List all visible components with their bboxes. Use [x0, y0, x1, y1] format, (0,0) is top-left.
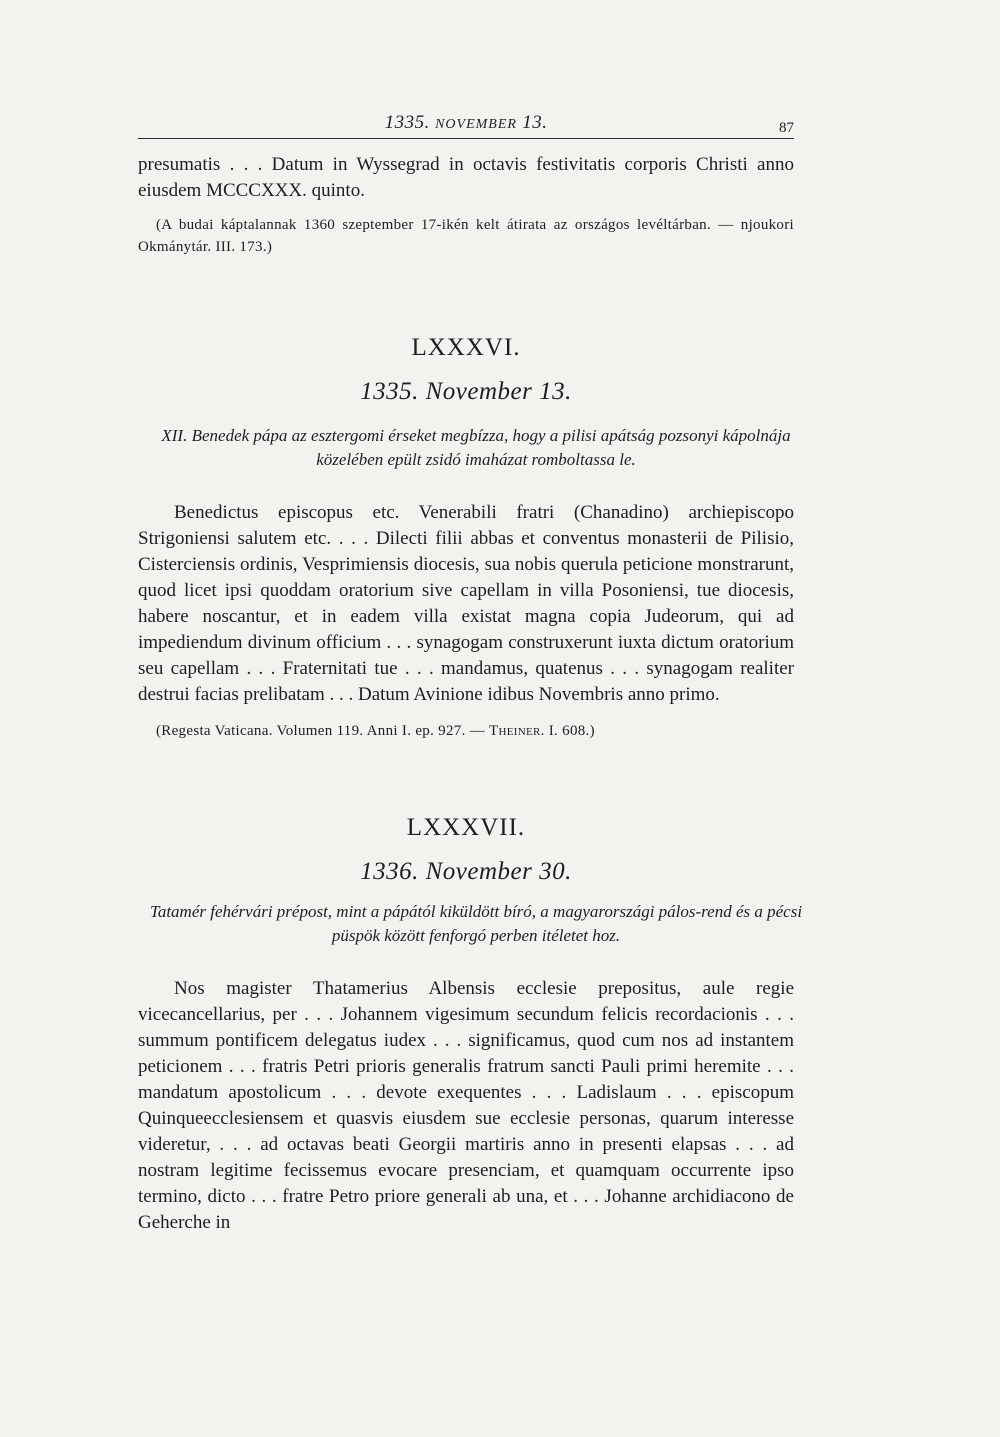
previous-document-text: presumatis . . . Datum in Wyssegrad in octavis festivitatis corporis Christi anno eiusdem MCCCXXX. quinto.	[138, 154, 794, 201]
document-number-87: LXXXVII.	[406, 814, 526, 841]
document-text-87	[138, 976, 794, 1236]
running-head-title	[138, 112, 794, 134]
document-summary-87: Tatamér fehérvári prépost, mint a pápától kiküldött bíró, a magyarországi pálos-rend és a pécsi püspök között fenforgó perben itéletet hoz.	[149, 902, 803, 945]
document-date-87: 1336. November 30.	[360, 858, 572, 885]
running-head-month: NOVEMBER	[435, 117, 517, 132]
running-head-year: 1335.	[384, 112, 430, 133]
document-date-86: 1335. November 13.	[360, 378, 572, 405]
document-text-86	[138, 500, 794, 708]
source-note-prefix: (Regesta Vaticana. Volumen 119. Anni I. ep. 927. —	[156, 723, 485, 739]
document-number-86: LXXXVI.	[411, 334, 521, 361]
document-source-note-86	[138, 720, 794, 742]
previous-document-note: (A budai káptalannak 1360 szeptember 17-ikén kelt átirata az országos levéltárban. — njoukori Okmánytár. III. 173.)	[138, 217, 794, 255]
running-head-day: 13.	[522, 112, 548, 133]
running-head	[138, 108, 794, 139]
document-paragraph-86: Benedictus episcopus etc. Venerabili fratri (Chanadino) archiepiscopo Strigoniensi salutem etc. . . . Dilecti filii abbas et conventus monasterii de Pilisio, Cisterciensis ordinis, Vesprimiensis diocesis, sua nobis querula peticione monstrarunt, quod licet ipsi quoddam oratorium sive capellam in villa Posoniensi, tue diocesis, habere noscantur, et in eadem villa existat magna copia Judeorum, qui ad impediendum divinum officium . . . synagogam construxerunt iuxta dictum oratorium seu capellam . . . Fraternitati tue . . . mandamus, quatenus . . . synagogam realiter destrui facias prelibatam . . . Datum Avinione idibus Novembris anno primo.	[138, 502, 794, 705]
previous-document-tail	[138, 152, 794, 204]
document-paragraph-87: Nos magister Thatamerius Albensis ecclesie prepositus, aule regie vicecancellarius, per . . . Johannem vigesimum secundum felicis recordacionis . . . summum pontificem delegatus iudex . . . significamus, quod cum nos ad instantem peticionem . . . fratris Petri prioris generalis fratrum sancti Pauli primi heremite . . . mandatum apostolicum . . . devote exequentes . . . Ladislaum . . . episcopum Quinqueecclesiensem et quasvis eiusdem sue ecclesie personas, quarum interesse videretur, . . . ad octavas beati Georgii martiris anno in presenti elapsas . . . ad nostram legitime fecissemus evocare presenciam, et quamquam occurrente ipso termino, dicto . . . fratre Petro priore generali ab una, et . . . Johanne archidiacono de Geherche in	[138, 978, 794, 1233]
source-note-suffix: I. 608.)	[548, 723, 595, 739]
source-note-author: Theiner.	[489, 723, 545, 739]
page-number: 87	[779, 120, 794, 136]
document-summary-86: XII. Benedek pápa az esztergomi érseket megbízza, hogy a pilisi apátság pozsonyi kápolnája közelében epült zsidó imaházat romboltassa le.	[161, 426, 791, 469]
